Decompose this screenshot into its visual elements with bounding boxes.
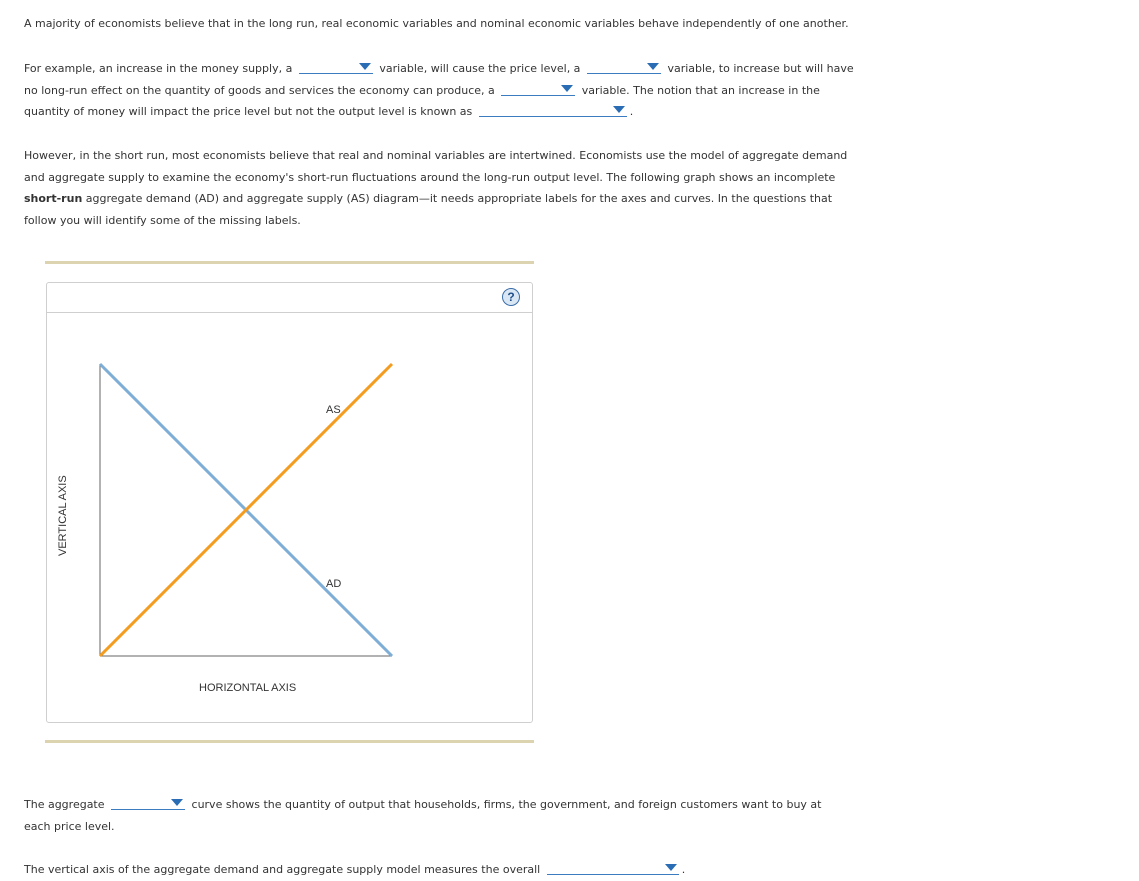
ad-curve-label: AD <box>326 578 342 590</box>
vertical-axis-label: VERTICAL AXIS <box>57 475 69 556</box>
as-curve-label: AS <box>326 404 341 416</box>
q1-text-2: curve shows the quantity of output that households, firms, the government, and foreign customers want to buy at each price level. <box>24 798 822 833</box>
horizontal-axis-label: HORIZONTAL AXIS <box>199 682 297 694</box>
p3-text-1: However, in the short run, most economists believe that real and nominal variables are intertwined. Economists use the model of aggregate demand and aggregate supply to examine the economy's short-run fluctuations around the long-run output level. The following graph shows an incomplete <box>24 149 848 184</box>
q2-text-2: . <box>681 863 686 876</box>
graph-bottom-divider <box>45 740 534 743</box>
ad-as-graph <box>46 282 533 723</box>
p2-text-1: For example, an increase in the money supply, a <box>24 62 293 75</box>
chevron-down-icon <box>359 63 371 70</box>
short-run-paragraph <box>24 145 854 231</box>
chevron-down-icon <box>665 864 677 871</box>
question-aggregate-curve <box>24 794 844 837</box>
p2-text-2: variable, will cause the price level, a <box>379 62 581 75</box>
chevron-down-icon <box>561 85 573 92</box>
p2-text-4: variable. The notion that an increase in the quantity of money will impact the price level but not the output level is known as <box>24 83 820 118</box>
chevron-down-icon <box>171 799 183 806</box>
money-supply-variable-dropdown[interactable] <box>299 60 373 74</box>
price-level-variable-dropdown[interactable] <box>587 60 661 74</box>
p3-text-2: aggregate demand (AD) and aggregate supply (AS) diagram—it needs appropriate labels for the axes and curves. In the questions that follow you will identify some of the missing labels. <box>24 192 833 227</box>
intro-sentence: A majority of economists believe that in the long run, real economic variables and nominal economic variables behave independently of one another. <box>24 17 849 30</box>
output-variable-dropdown[interactable] <box>501 82 575 96</box>
question-vertical-axis <box>24 859 924 881</box>
notion-name-dropdown[interactable] <box>479 103 627 117</box>
chevron-down-icon <box>613 106 625 113</box>
p2-text-5: . <box>629 105 634 118</box>
money-neutrality-paragraph <box>24 58 854 123</box>
help-icon[interactable]: ? <box>502 288 520 306</box>
p3-bold-short-run: short-run <box>24 192 83 205</box>
p2-text-3: variable, to increase but will have no long-run effect on the quantity of goods and services the economy can produce, a <box>24 62 854 97</box>
vertical-axis-measure-dropdown[interactable] <box>547 861 679 875</box>
chevron-down-icon <box>647 63 659 70</box>
aggregate-curve-dropdown[interactable] <box>111 796 185 810</box>
intro-text <box>24 13 854 35</box>
q2-text-1: The vertical axis of the aggregate demand and aggregate supply model measures the overall <box>24 863 541 876</box>
q1-text-1: The aggregate <box>24 798 105 811</box>
graph-top-divider <box>45 261 534 264</box>
